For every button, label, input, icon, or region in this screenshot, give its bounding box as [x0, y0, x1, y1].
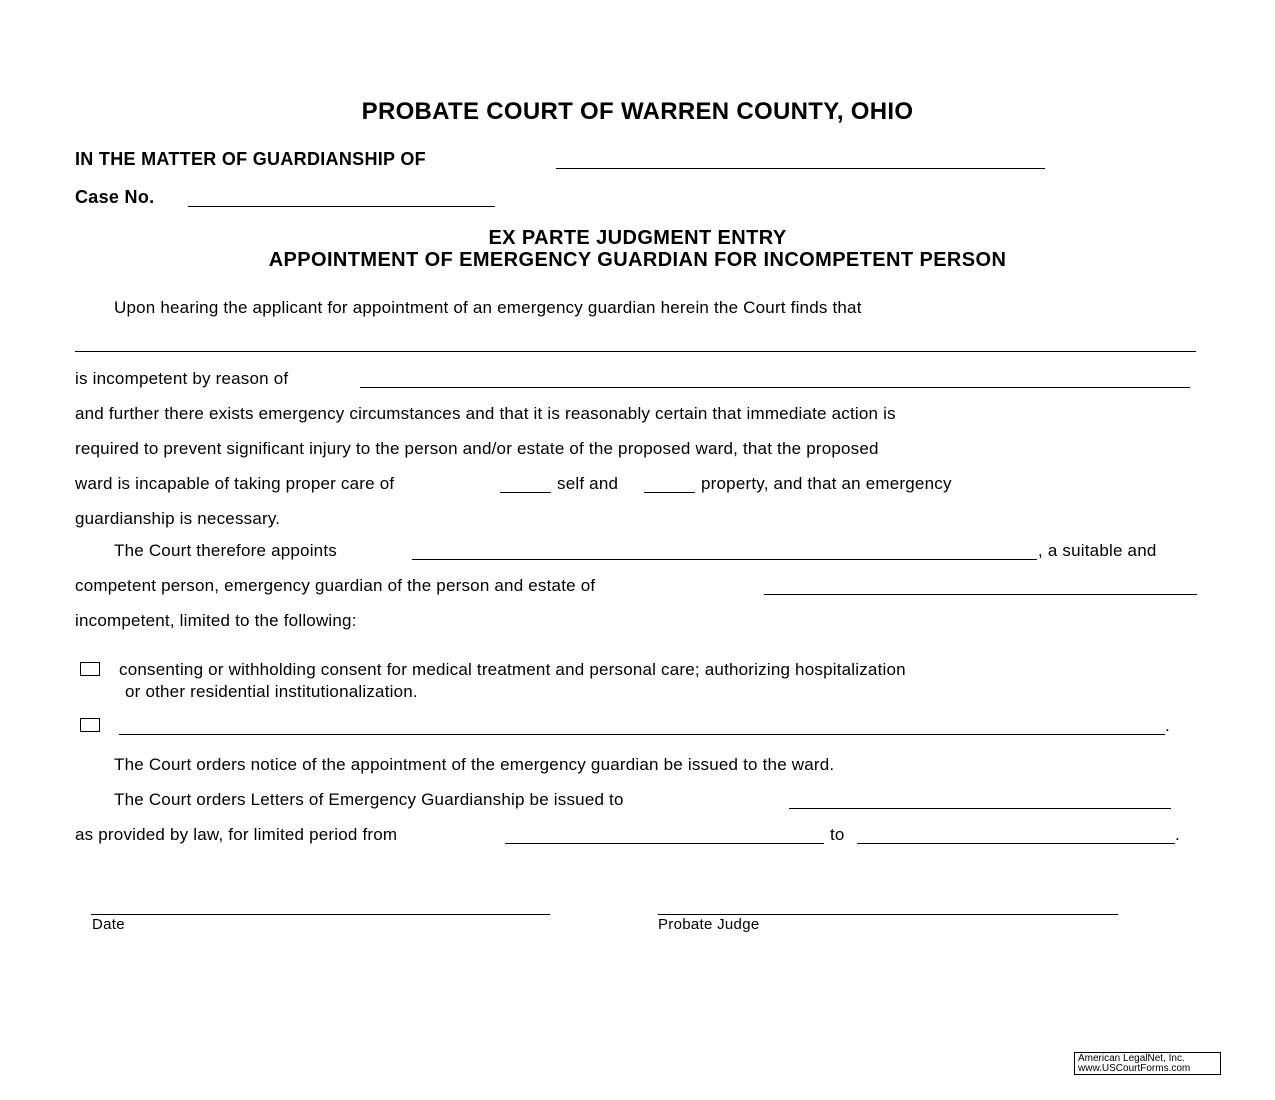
letters-order-label: The Court orders Letters of Emergency Guardianship be issued to: [114, 790, 624, 809]
proposed-ward-field[interactable]: [75, 351, 1196, 352]
appoints-label: The Court therefore appoints: [114, 541, 337, 560]
guardianship-necessary-text: guardianship is necessary.: [75, 509, 281, 528]
other-power-field[interactable]: [119, 734, 1165, 735]
appointed-guardian-field[interactable]: [412, 559, 1037, 560]
self-care-field[interactable]: [500, 492, 551, 493]
publisher-name: American LegalNet, Inc.: [1078, 1053, 1185, 1064]
entry-title: EX PARTE JUDGMENT ENTRY: [488, 227, 787, 249]
matter-label: IN THE MATTER OF GUARDIANSHIP OF: [75, 149, 426, 169]
injury-text-line: required to prevent significant injury to the person and/or estate of the proposed ward, that the proposed: [75, 439, 879, 458]
finding-intro-text: Upon hearing the applicant for appointment of an emergency guardian herein the Court finds that: [114, 298, 862, 317]
limited-following-label: incompetent, limited to the following:: [75, 611, 357, 630]
entry-subtitle: APPOINTMENT OF EMERGENCY GUARDIAN FOR INCOMPETENT PERSON: [268, 249, 1007, 271]
suitable-text: , a suitable and: [1038, 541, 1157, 560]
incapable-text-a: ward is incapable of taking proper care of: [75, 474, 395, 493]
other-power-checkbox[interactable]: [80, 718, 100, 732]
period-to-field[interactable]: [857, 843, 1175, 844]
incapable-text-c: property, and that an emergency: [701, 474, 952, 493]
incompetent-reason-field[interactable]: [360, 387, 1190, 388]
incapable-text-b: self and: [557, 474, 619, 493]
medical-consent-text-cont: or other residential institutionalization.: [125, 682, 418, 701]
probate-judge-label: Probate Judge: [658, 916, 760, 933]
publisher-footer: [1074, 1052, 1221, 1075]
date-signature-line[interactable]: [91, 914, 550, 915]
emergency-text-line: and further there exists emergency circumstances and that it is reasonably certain that immediate action is: [75, 404, 896, 423]
publisher-url: www.USCourtForms.com: [1078, 1063, 1191, 1074]
medical-consent-checkbox[interactable]: [80, 662, 100, 676]
estate-of-field[interactable]: [764, 594, 1197, 595]
letters-issued-to-field[interactable]: [789, 808, 1171, 809]
period-from-field[interactable]: [505, 843, 824, 844]
notice-order-text: The Court orders notice of the appointment of the emergency guardian be issued to the ward.: [114, 755, 835, 774]
date-label: Date: [92, 916, 125, 933]
case-number-field[interactable]: [188, 206, 495, 207]
incompetent-reason-label: is incompetent by reason of: [75, 369, 289, 388]
medical-consent-text: consenting or withholding consent for medical treatment and personal care; authorizing hospitalization: [119, 660, 906, 679]
case-number-label: Case No.: [75, 187, 155, 207]
judge-signature-line[interactable]: [658, 914, 1118, 915]
period-end-period: .: [1175, 825, 1180, 844]
ward-name-field[interactable]: [556, 168, 1045, 169]
other-power-period: .: [1165, 716, 1170, 735]
court-title: PROBATE COURT OF WARREN COUNTY, OHIO: [361, 98, 914, 125]
property-care-field[interactable]: [644, 492, 695, 493]
competent-person-label: competent person, emergency guardian of the person and estate of: [75, 576, 596, 595]
period-to-label: to: [830, 825, 845, 844]
limited-period-label: as provided by law, for limited period from: [75, 825, 398, 844]
